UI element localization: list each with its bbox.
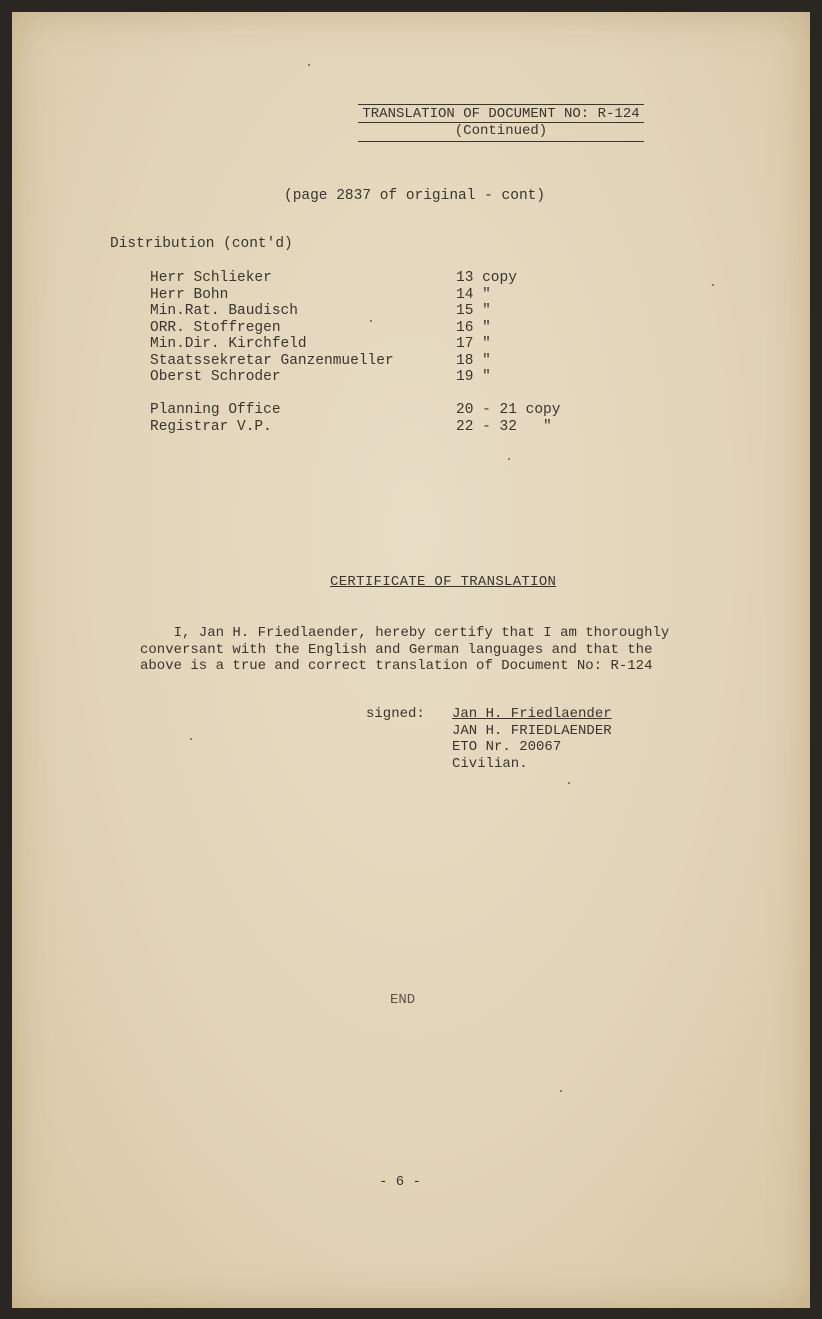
- copy-number: 16 ": [456, 319, 491, 336]
- distribution-entry: [12, 336, 810, 353]
- paper-speck: [712, 284, 714, 286]
- certificate-line: above is a true and correct translation of Document No: R-124: [140, 658, 653, 674]
- signature-block: [452, 706, 612, 772]
- recipient-name: Staatssekretar Ganzenmueller: [150, 352, 394, 369]
- signed-label: signed:: [366, 706, 425, 722]
- signature: Jan H. Friedlaender: [452, 706, 612, 722]
- distribution-entry: [12, 303, 810, 320]
- paper-speck: [560, 1090, 562, 1092]
- certificate-line: conversant with the English and German languages and that the: [140, 641, 653, 658]
- certificate-line: I, Jan H. Friedlaender, hereby certify that I am thoroughly: [140, 625, 670, 641]
- civilian-status: Civilian.: [452, 755, 528, 772]
- recipient-name: Registrar V.P.: [150, 418, 272, 435]
- distribution-entry: [12, 402, 810, 419]
- distribution-heading: Distribution (cont'd): [110, 236, 293, 252]
- recipient-name: Herr Bohn: [150, 286, 229, 303]
- typed-name: JAN H. FRIEDLAENDER: [452, 722, 612, 739]
- recipient-name: ORR. Stoffregen: [150, 319, 281, 336]
- distribution-entry: [12, 369, 810, 386]
- page-number: - 6 -: [379, 1174, 422, 1190]
- page-reference: (page 2837 of original - cont): [284, 188, 546, 204]
- paper-speck: [190, 738, 192, 740]
- copy-number: 14 ": [456, 286, 491, 303]
- paper-speck: [568, 782, 570, 784]
- recipient-name: Planning Office: [150, 402, 281, 418]
- document-page: [12, 12, 810, 1308]
- paper-speck: [308, 64, 310, 66]
- copy-number: 19 ": [456, 369, 491, 385]
- end-mark: END: [390, 992, 416, 1008]
- eto-number: ETO Nr. 20067: [452, 739, 562, 755]
- copy-number: 13 copy: [456, 270, 517, 286]
- distribution-entry: [12, 353, 810, 370]
- certificate-title: CERTIFICATE OF TRANSLATION: [330, 574, 557, 590]
- certificate-body: [140, 625, 680, 675]
- recipient-name: Herr Schlieker: [150, 270, 272, 286]
- distribution-entry: [12, 287, 810, 304]
- copy-number: 22 - 32 ": [456, 418, 552, 435]
- copy-number: 20 - 21 copy: [456, 402, 561, 418]
- header-subtitle: (Continued): [454, 123, 548, 139]
- recipient-name: Min.Rat. Baudisch: [150, 303, 298, 319]
- recipient-name: Min.Dir. Kirchfeld: [150, 336, 307, 352]
- header-title: TRANSLATION OF DOCUMENT NO: R-124: [358, 106, 644, 123]
- distribution-entry: [12, 320, 810, 337]
- distribution-entry: [12, 419, 810, 436]
- paper-speck: [370, 320, 372, 322]
- copy-number: 17 ": [456, 336, 491, 352]
- document-header: [358, 104, 644, 142]
- copy-number: 15 ": [456, 303, 491, 319]
- distribution-entry: [12, 270, 810, 287]
- recipient-name: Oberst Schroder: [150, 369, 281, 385]
- paper-speck: [508, 458, 510, 460]
- copy-number: 18 ": [456, 352, 491, 369]
